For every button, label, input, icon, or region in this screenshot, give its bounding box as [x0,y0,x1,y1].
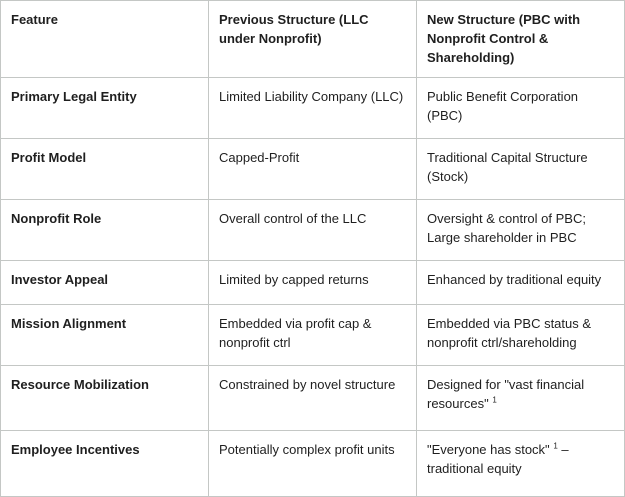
new-cell: Public Benefit Corporation (PBC) [417,78,625,139]
new-cell-text: Designed for "vast financial resources" [427,377,585,411]
feature-cell: Mission Alignment [1,305,209,366]
header-new-structure: New Structure (PBC with Nonprofit Control & Shareholding) [417,1,625,78]
table-row [1,139,625,200]
new-cell-text: "Everyone has stock" [427,442,550,457]
new-cell: Enhanced by traditional equity [417,261,625,305]
table-row [1,78,625,139]
header-previous-structure: Previous Structure (LLC under Nonprofit) [209,1,417,78]
new-cell [417,366,625,431]
feature-cell: Nonprofit Role [1,200,209,261]
feature-cell: Profit Model [1,139,209,200]
table-header-row [1,1,625,78]
table-row [1,305,625,366]
new-cell: Embedded via PBC status & nonprofit ctrl/shareholding [417,305,625,366]
feature-cell: Investor Appeal [1,261,209,305]
new-cell: Oversight & control of PBC; Large shareholder in PBC [417,200,625,261]
previous-cell: Potentially complex profit units [209,431,417,497]
previous-cell: Limited Liability Company (LLC) [209,78,417,139]
footnote-ref: 1 [553,441,558,451]
table-row [1,261,625,305]
feature-cell: Primary Legal Entity [1,78,209,139]
previous-cell: Limited by capped returns [209,261,417,305]
feature-cell: Resource Mobilization [1,366,209,431]
new-cell [417,431,625,497]
previous-cell: Capped-Profit [209,139,417,200]
table-row [1,431,625,497]
previous-cell: Overall control of the LLC [209,200,417,261]
new-cell-text-after: – traditional equity [427,442,569,476]
table-row [1,200,625,261]
header-feature: Feature [1,1,209,78]
new-cell: Traditional Capital Structure (Stock) [417,139,625,200]
previous-cell: Embedded via profit cap & nonprofit ctrl [209,305,417,366]
table-row [1,366,625,431]
previous-cell: Constrained by novel structure [209,366,417,431]
footnote-ref: 1 [492,395,497,405]
feature-cell: Employee Incentives [1,431,209,497]
